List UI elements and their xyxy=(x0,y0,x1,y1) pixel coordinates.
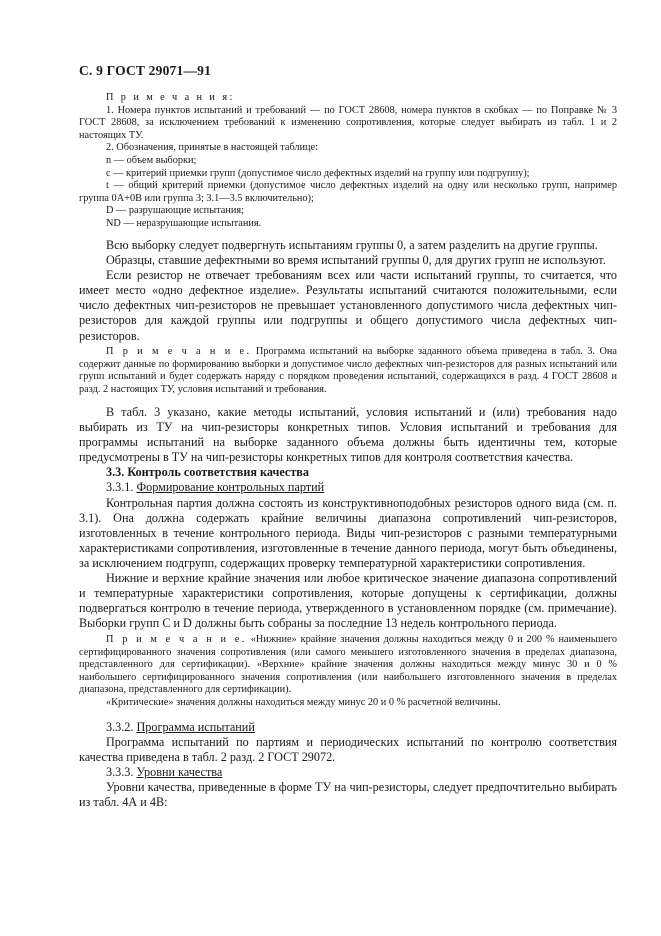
note-label-2: П р и м е ч а н и е. xyxy=(106,634,247,645)
heading-3-3-1-title: Формирование контрольных партий xyxy=(136,480,325,495)
paragraph-test-program: Программа испытаний по партиям и периодических испытаний по контролю соответствия качества приведена в табл. 2 разд. 2 ГОСТ 29072. xyxy=(79,735,617,765)
definition-d: D — разрушающие испытания; xyxy=(106,205,244,217)
notes-title: П р и м е ч а н и я: xyxy=(106,92,235,103)
note-extreme-values xyxy=(79,634,617,710)
note-label: П р и м е ч а н и е. xyxy=(106,346,252,357)
note-2: 2. Обозначения, принятые в настоящей таблице: xyxy=(106,142,318,154)
heading-3-3-1-number: 3.3.1. xyxy=(106,480,137,495)
note-text: Программа испытаний на выборке заданного объема приведена в табл. 3. Она содержит данные по формированию выборки и допустимое число дефектных чип-резисторов для разных испытаний или групп испытаний и будет содержать наряду с порядком проведения испытаний, содержащихся в разд. 4 ГОСТ 28608 и разд. 2 настоящих ТУ, условия испытаний и требования. xyxy=(79,346,617,395)
paragraph-quality-levels: Уровни качества, приведенные в форме ТУ на чип-резисторы, следует предпочтительно выбирать из табл. 4А и 4В: xyxy=(79,780,617,810)
paragraph-control-lot: Контрольная партия должна состоять из конструктивноподобных резисторов одного вида (см. п. 3.1). Она должна содержать крайние величины диапазона сопротивлений чип-резисторов, изготовленных в течение контрольного периода. Виды чип-резисторов с разными температурными характеристиками сопротивления, изготовленные в течение данного периода, могут быть объединены, за исключением подгрупп, содержащих проверку температурной характеристики сопротивления. xyxy=(79,495,617,570)
paragraph-table-3: В табл. 3 указано, какие методы испытаний, условия испытаний и (или) требования надо выбирать из ТУ на чип-резисторы конкретных типов. Условия испытаний и требования для программы испытаний на выборке заданного объема должны быть идентичны тем, которые предусмотрены в ТУ на чип-резисторы конкретных типов для контроля соответствия качества. xyxy=(79,405,617,465)
note-critical-values: «Критические» значения должны находиться между минус 20 и 0 % расчетной величины. xyxy=(106,696,501,708)
body-section-1 xyxy=(79,238,617,344)
definition-nd: ND — неразрушающие испытания. xyxy=(106,217,262,229)
note-test-program xyxy=(79,346,617,396)
page-content xyxy=(79,0,617,936)
heading-3-3-2-number: 3.3.2. xyxy=(106,720,137,734)
notes-table-legend xyxy=(79,92,617,231)
note-1: 1. Номера пунктов испытаний и требований — по ГОСТ 28608, номера пунктов в скобках — по Поправке № 3 ГОСТ 28608, за исключением требований к изменению сопротивления, которые следует выбирать из табл. 1 и 2 настоящих ТУ. xyxy=(79,104,617,141)
definition-n: n — объем выборки; xyxy=(106,154,197,166)
paragraph-defective-samples: Образцы, ставшие дефектными во время испытаний группы 0, для других групп не используют. xyxy=(106,253,606,268)
definition-c: c — критерий приемки групп (допустимое число дефектных изделий на группу или подгруппу); xyxy=(106,167,530,179)
page-header: С. 9 ГОСТ 29071—91 xyxy=(79,63,212,78)
definition-t: t — общий критерий приемки (допустимое число дефектных изделий на одну или несколько групп, например группа 0А+0В или группа 3; 3.1—3.5 включительно); xyxy=(79,180,617,204)
paragraph-whole-sample: Всю выборку следует подвергнуть испытаниям группы 0, а затем разделить на другие группы. xyxy=(106,238,598,252)
body-section-2 xyxy=(79,405,617,631)
note-text-2: «Нижние» крайние значения должны находиться между 0 и 200 % наименьшего сертифицированного значения сопротивления (или самого меньшего изготовленного значения в пределах диапазона, представленного для сертификации). «Верхние» крайние значения должны находиться между минус 30 и 0 % наибольшего сертифицированного значения сопротивления (или наибольшего изготовленного значения в пределах диапазона, представленного для сертификации). xyxy=(79,634,617,696)
heading-3-3-3-number: 3.3.3. xyxy=(106,765,137,780)
heading-3-3-2-title: Программа испытаний xyxy=(136,720,255,734)
paragraph-extreme-values: Нижние и верхние крайние значения или любое критическое значение диапазона сопротивлений и температурные характеристики сопротивления, которые допущены к сертификации, должны подвергаться контролю в течение периода, утвержденного в установленном порядке (см. примечание). Выборки групп С и D должны быть собраны за последние 13 недель контрольного периода. xyxy=(79,571,617,631)
body-section-3 xyxy=(79,720,617,811)
heading-3-3: 3.3. Контроль соответствия качества xyxy=(106,465,309,480)
paragraph-results: Если резистор не отвечает требованиям всех или части испытаний группы, то считается, что имеет место «одно дефектное изделие». Результаты испытаний считаются положительными, если число дефектных чип-резисторов не превышает установленного допустимого числа дефектных чип-резисторов для каждой группы или подгруппы и общего допустимого числа дефектных чип-резисторов. xyxy=(79,268,617,343)
heading-3-3-3-title: Уровни качества xyxy=(136,765,223,780)
